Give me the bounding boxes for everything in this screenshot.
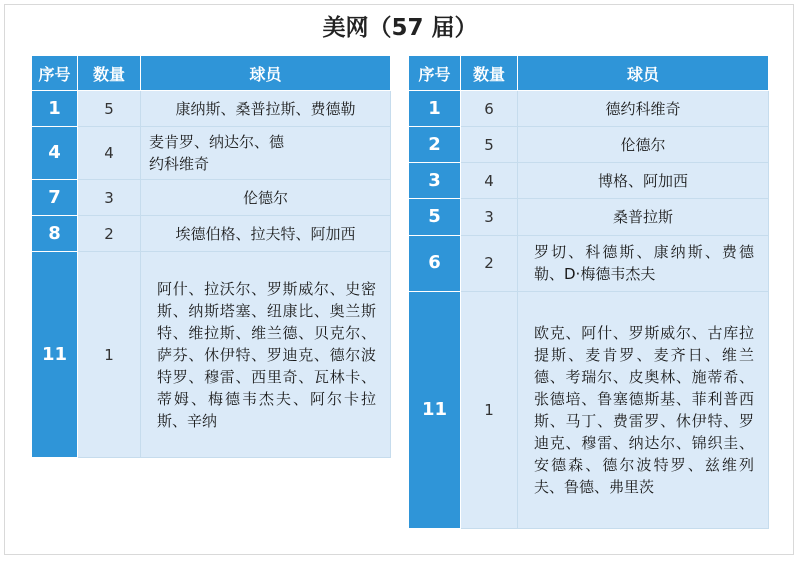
right-ranking-table [408, 55, 769, 529]
rank-header: 序号 [409, 56, 461, 91]
players-cell: 伦德尔 [141, 180, 391, 216]
rank-cell: 2 [409, 127, 461, 163]
table-row [32, 252, 391, 458]
count-cell: 6 [461, 91, 518, 127]
count-cell: 5 [461, 127, 518, 163]
players-cell: 德约科维奇 [518, 91, 769, 127]
left-ranking-table [31, 55, 391, 458]
table-row [409, 199, 769, 235]
players-cell: 阿什、拉沃尔、罗斯威尔、史密斯、纳斯塔塞、纽康比、奥兰斯特、维拉斯、维兰德、贝克尔、萨芬、休伊特、罗迪克、德尔波特罗、穆雷、西里奇、瓦林卡、蒂姆、梅德韦杰夫、阿尔卡拉斯、辛纳 [141, 252, 391, 458]
rank-cell: 4 [32, 127, 78, 180]
rank-cell: 11 [409, 291, 461, 528]
count-cell: 1 [78, 252, 141, 458]
table-row [409, 235, 769, 291]
rank-cell: 1 [32, 91, 78, 127]
table-row [409, 163, 769, 199]
count-cell: 4 [461, 163, 518, 199]
count-cell: 1 [461, 291, 518, 528]
players-header: 球员 [518, 56, 769, 91]
players-cell: 博格、阿加西 [518, 163, 769, 199]
players-cell: 康纳斯、桑普拉斯、费德勒 [141, 91, 391, 127]
left-header-row [32, 56, 391, 91]
rank-cell: 5 [409, 199, 461, 235]
table-row [409, 91, 769, 127]
count-header: 数量 [461, 56, 518, 91]
players-header: 球员 [141, 56, 391, 91]
rank-cell: 6 [409, 235, 461, 291]
table-row [409, 291, 769, 528]
players-cell: 桑普拉斯 [518, 199, 769, 235]
count-cell: 2 [78, 216, 141, 252]
table-row [32, 91, 391, 127]
players-cell: 伦德尔 [518, 127, 769, 163]
count-header: 数量 [78, 56, 141, 91]
players-cell: 罗切、科德斯、康纳斯、费德勒、D·梅德韦杰夫 [518, 235, 769, 291]
table-row [32, 216, 391, 252]
players-cell: 麦肯罗、纳达尔、德约科维奇 [141, 127, 391, 180]
page-title: 美网（57 届） [322, 15, 478, 41]
rank-header: 序号 [32, 56, 78, 91]
players-cell: 埃德伯格、拉夫特、阿加西 [141, 216, 391, 252]
rank-cell: 7 [32, 180, 78, 216]
right-header-row [409, 56, 769, 91]
rank-cell: 1 [409, 91, 461, 127]
count-cell: 4 [78, 127, 141, 180]
table-row [409, 127, 769, 163]
count-cell: 2 [461, 235, 518, 291]
rank-cell: 11 [32, 252, 78, 458]
count-cell: 5 [78, 91, 141, 127]
table-row [32, 180, 391, 216]
players-cell: 欧克、阿什、罗斯威尔、古库拉提斯、麦肯罗、麦齐日、维兰德、考瑞尔、皮奥林、施蒂希、张德培、鲁塞德斯基、菲利普西斯、马丁、费雷罗、休伊特、罗迪克、穆雷、纳达尔、锦织圭、安德森、德尔波特罗、兹维列夫、鲁德、弗里茨 [518, 291, 769, 528]
count-cell: 3 [78, 180, 141, 216]
count-cell: 3 [461, 199, 518, 235]
rank-cell: 3 [409, 163, 461, 199]
rank-cell: 8 [32, 216, 78, 252]
table-row [32, 127, 391, 180]
